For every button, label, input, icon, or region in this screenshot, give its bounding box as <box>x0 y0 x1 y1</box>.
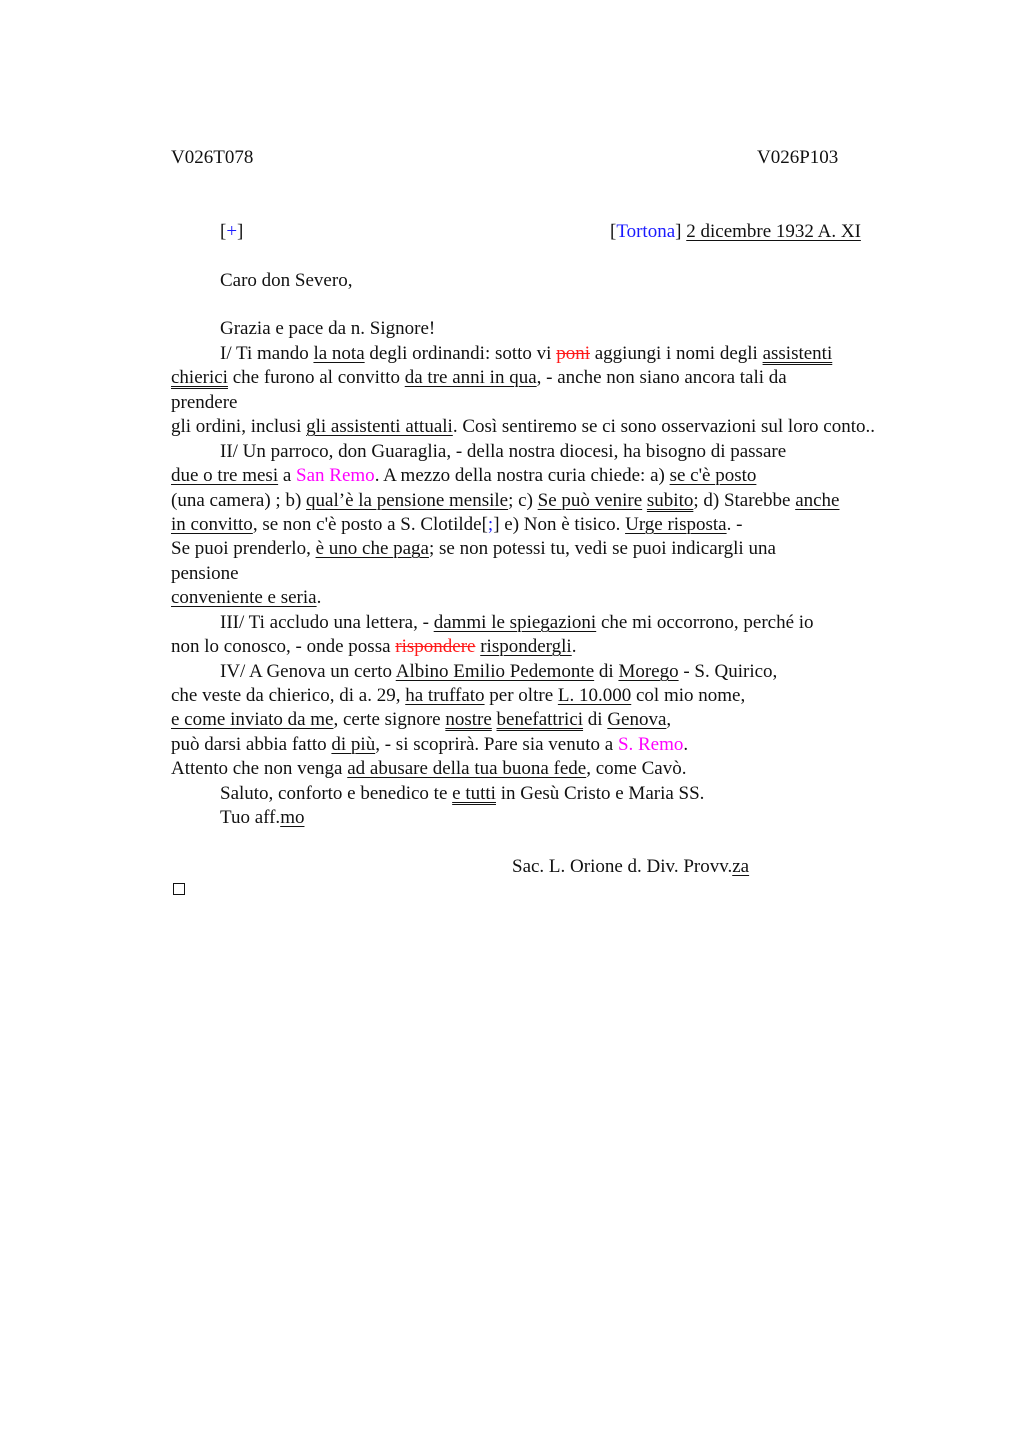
place-date: [Tortona] 2 dicembre 1932 A. XI <box>610 221 861 242</box>
salutation: Caro don Severo, <box>220 270 353 291</box>
paragraph-2-line: in convitto, se non c'è posto a S. Clotilde[;] e) Non è tisico. Urge risposta. - <box>171 514 743 535</box>
doc-code-right: V026P103 <box>757 147 839 168</box>
paragraph-2-line: due o tre mesi a San Remo. A mezzo della nostra curia chiede: a) se c'è posto <box>171 465 757 486</box>
closing-line: Tuo aff.mo <box>220 807 305 828</box>
paragraph-4-line: e come inviato da me, certe signore nostre benefattrici di Genova, <box>171 709 672 730</box>
paragraph-3-line: III/ Ti accludo una lettera, - dammi le spiegazioni che mi occorrono, perché io <box>220 612 814 633</box>
paragraph-4-line: Attento che non venga ad abusare della tua buona fede, come Cavò. <box>171 758 687 779</box>
paragraph-1-line: gli ordini, inclusi gli assistenti attuali. Così sentiremo se ci sono osservazioni sul loro conto.. <box>171 416 875 437</box>
paragraph-1-line: prendere <box>171 392 238 413</box>
paragraph-4-line: che veste da chierico, di a. 29, ha truffato per oltre L. 10.000 col mio nome, <box>171 685 746 706</box>
paragraph-2-line: (una camera) ; b) qual’è la pensione mensile; c) Se può venire subito; d) Starebbe anche <box>171 490 840 511</box>
cross-mark: [+] <box>220 221 244 242</box>
letter-date: 2 dicembre 1932 A. XI <box>686 221 861 242</box>
end-of-letter-box-icon <box>173 883 185 895</box>
closing-line: Saluto, conforto e benedico te e tutti in Gesù Cristo e Maria SS. <box>220 783 705 804</box>
paragraph-2-line: conveniente e seria. <box>171 587 322 608</box>
paragraph-2-line: pensione <box>171 563 239 584</box>
paragraph-3-line: non lo conosco, - onde possa rispondere rispondergli. <box>171 636 577 657</box>
paragraph-1-line: I/ Ti mando la nota degli ordinandi: sotto vi poni aggiungi i nomi degli assistenti <box>220 343 833 364</box>
doc-code-left: V026T078 <box>171 147 254 168</box>
paragraph-2-line: II/ Un parroco, don Guaraglia, - della nostra diocesi, ha bisogno di passare <box>220 441 787 462</box>
paragraph-2-line: Se puoi prenderlo, è uno che paga; se non potessi tu, vedi se puoi indicargli una <box>171 538 776 559</box>
paragraph-4-line: può darsi abbia fatto di più, - si scoprirà. Pare sia venuto a S. Remo. <box>171 734 689 755</box>
paragraph-4-line: IV/ A Genova un certo Albino Emilio Pedemonte di Morego - S. Quirico, <box>220 661 778 682</box>
paragraph-1-line: chierici che furono al convitto da tre anni in qua, - anche non siano ancora tali da <box>171 367 787 388</box>
greeting: Grazia e pace da n. Signore! <box>220 318 436 339</box>
signature: Sac. L. Orione d. Div. Provv.za <box>512 856 750 877</box>
